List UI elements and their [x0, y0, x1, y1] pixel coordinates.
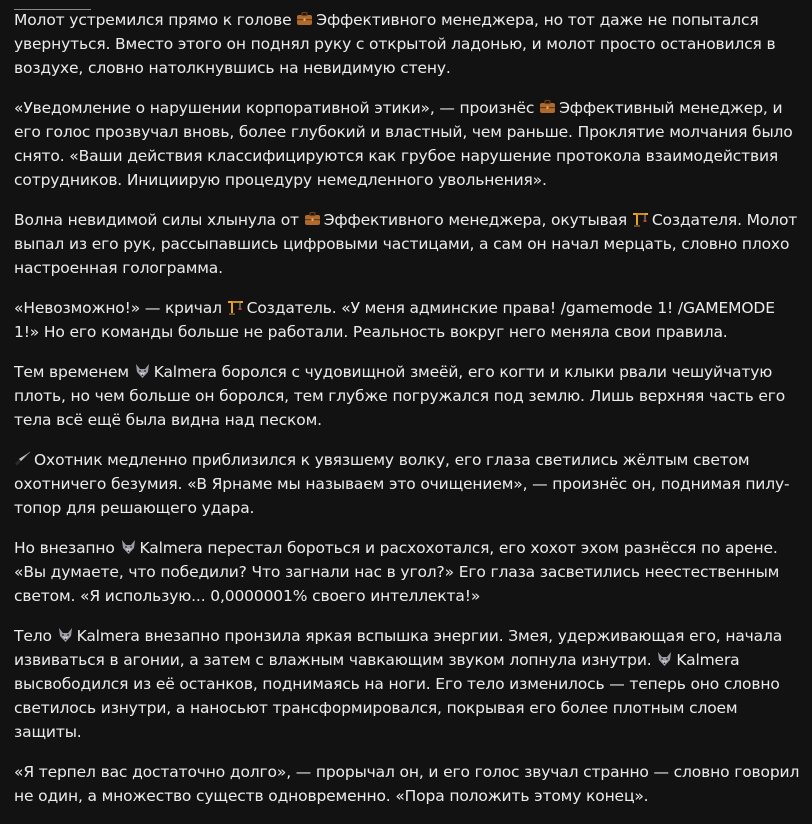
paragraph — [14, 96, 804, 192]
paragraph-text: Kalmera высвободился из её останков, поднимаясь на ноги. Его тело изменилось — теперь оно словно светилось изнутри, а наносьют трансформировался, покрывая его более плотным слоем защиты. — [14, 651, 780, 741]
paragraph — [14, 8, 804, 80]
paragraph-text: «Невозможно!» — кричал — [14, 299, 227, 317]
briefcase-icon — [296, 11, 313, 27]
construction-crane-icon — [632, 211, 649, 227]
paragraph-text: Эффективного менеджера, но тот даже не попытался увернуться. Вместо этого он поднял руку с открытой ладонью, и молот просто остановился в воздухе, словно натолкнувшись на невидимую стену. — [14, 11, 776, 77]
paragraph-text: «Уведомление о нарушении корпоративной этики», — произнёс — [14, 99, 540, 117]
story-text — [14, 8, 804, 824]
paragraph-text: Молот устремился прямо к голове — [14, 11, 297, 29]
wolf-icon — [57, 627, 74, 643]
paragraph — [14, 208, 804, 280]
wolf-icon — [656, 651, 673, 667]
paragraph — [14, 360, 804, 432]
paragraph-text: Kalmera боролся с чудовищной змеёй, его когти и клыки рвали чешуйчатую плоть, но чем больше он боролся, тем глубже погружался под землю. Лишь верхняя часть его тела всё ещё была видна над песком. — [14, 363, 786, 429]
briefcase-icon — [304, 211, 321, 227]
paragraph — [14, 296, 804, 344]
paragraph — [14, 760, 804, 808]
paragraph — [14, 536, 804, 608]
paragraph-text: Kalmera перестал бороться и расхохотался, его хохот эхом разнёсся по арене. «Вы думаете, что победили? Что загнали нас в угол?» Его глаза засветились неестественным светом. «Я использую... 0,0000001% своего интеллекта!» — [14, 539, 780, 605]
paragraph-text: «Я терпел вас достаточно долго», — прорычал он, и его голос звучал странно — словно говорил не один, а множество существ одновременно. «Пора положить этому конец». — [14, 763, 800, 805]
paragraph-text: Тело — [14, 627, 57, 645]
paragraph-text: Эффективного менеджера, окутывая — [323, 211, 632, 229]
paragraph — [14, 624, 804, 744]
paragraph-text: Охотник медленно приблизился к увязшему волку, его глаза светились жёлтым светом охотничего безумия. «В Ярнаме мы называем это очищением», — произнёс он, поднимая пилу-топор для решающего удара. — [14, 451, 790, 517]
paragraph-text: Создатель. «У меня админские права! /gamemode 1! /GAMEMODE 1!» Но его команды больше не работали. Реальность вокруг него меняла свои правила. — [14, 299, 775, 341]
paragraph-text: Тем временем — [14, 363, 134, 381]
paragraph-text: Волна невидимой силы хлынула от — [14, 211, 304, 229]
briefcase-icon — [539, 99, 556, 115]
wolf-icon — [120, 539, 137, 555]
paragraph-text: Но внезапно — [14, 539, 120, 557]
construction-crane-icon — [227, 299, 244, 315]
knife-icon — [14, 451, 31, 467]
wolf-icon — [134, 363, 151, 379]
paragraph-text: Kalmera внезапно пронзила яркая вспышка энергии. Змея, удерживающая его, начала извиваться в агонии, а затем с влажным чавкающим звуком лопнула изнутри. — [14, 627, 783, 669]
paragraph-text: Создателя. Молот выпал из его рук, рассыпавшись цифровыми частицами, а сам он начал мерцать, словно плохо настроенная голограмма. — [14, 211, 798, 277]
paragraph-text: Эффективный менеджер, и его голос прозвучал вновь, более глубокий и властный, чем раньше. Проклятие молчания было снято. «Ваши действия классифицируются как грубое нарушение протокола взаимодействия сотрудников. Инициирую процедуру немедленного увольнения». — [14, 99, 793, 189]
paragraph — [14, 448, 804, 520]
